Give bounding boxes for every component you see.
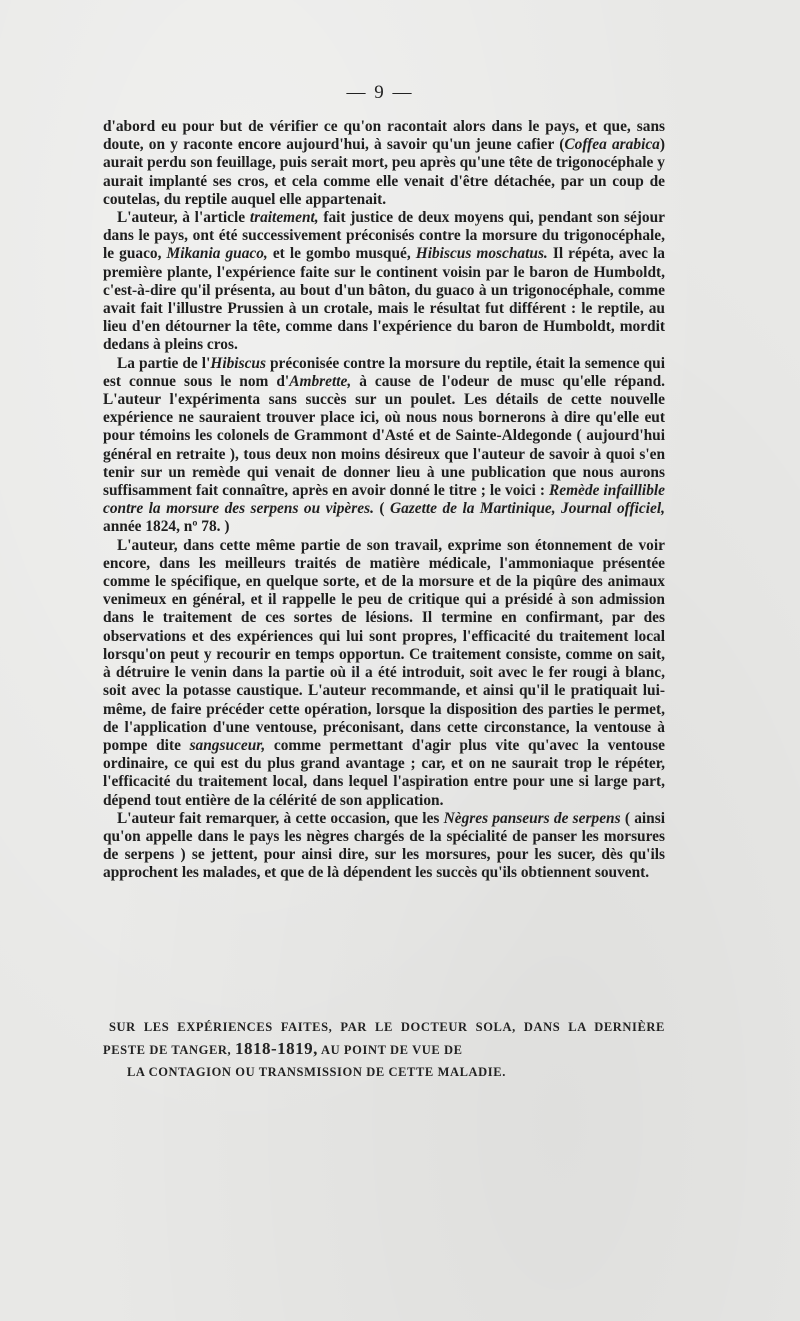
text-run: à cause de l'odeur de musc qu'elle répand. L'auteur l'expérimenta sans succès sur un poulet. Les détails de cette nouvelle expérience ne sauraient trouver place ici, où nous nous bornerons à dire qu'elle eut pour témoins les colonels de Grammont d'Asté et de Sainte-Aldegonde ( aujourd'hui général en retraite ), tous deux non moins désireux que l'auteur de savoir à quoi s'en tenir sur un remède qui venait de donner lieu à une publication que nous aurons suffisamment fait connaître, après en avoir donné le titre ; le voici :: [103, 372, 665, 500]
text-run: année 1824, nº 78. ): [103, 518, 230, 536]
text-run: (: [373, 500, 390, 518]
italic-run: Hibiscus: [210, 354, 266, 372]
italic-run: traitement,: [249, 209, 319, 227]
italic-run: Hibiscus moschatus.: [415, 245, 548, 263]
heading-year: 1818-1819,: [235, 1039, 318, 1058]
italic-run: sangsuceur,: [189, 736, 266, 754]
text-run: L'auteur fait remarquer, à cette occasion, que les: [117, 809, 444, 827]
italic-run: Coffea arabica: [564, 136, 660, 154]
text-run: préconisée contre la morsure du reptile, était la semence qui est connue sous le nom d': [103, 354, 666, 390]
paragraph-2: [103, 209, 665, 355]
heading-last-line: LA CONTAGION OU TRANSMISSION DE CETTE MALADIE.: [127, 1065, 506, 1079]
text-run: Il répéta, avec la première plante, l'expérience faite sur le continent voisin par le baron de Humboldt, c'est-à-dire qu'il présenta, au bout d'un bâton, du guaco à un trigonocéphale, comme avait fait l'illustre Prussien à un crotale, mais le résultat fut différent : le reptile, au lieu d'en détourner la tête, comme dans l'expérience du baron de Humboldt, mordit dedans à pleins cros.: [103, 245, 665, 354]
italic-run: Remède infaillible contre la morsure des serpens ou vipères.: [103, 482, 665, 518]
italic-run: Gazette de la Martinique, Journal officiel,: [389, 500, 665, 518]
heading-text: SUR LES EXPÉRIENCES FAITES, PAR LE DOCTEUR SOLA, DANS LA DERNIÈRE PESTE DE TANGER,: [103, 1020, 665, 1057]
paragraph-5: [103, 810, 665, 883]
body-text: [103, 118, 665, 883]
text-run: L'auteur, à l'article: [117, 209, 250, 227]
text-run: L'auteur, dans cette même partie de son travail, exprime son étonnement de voir encore, dans les meilleurs traités de matière médicale, l'ammoniaque présentée comme le spécifique, en quelque sorte, et de la morsure et de la piqûre des animaux venimeux en général, et il rappelle le peu de critique qui a présidé à son admission dans le traitement de ces sortes de lésions. Il termine en confirmant, par des observations et des expériences qui lui sont propres, l'efficacité du traitement local lorsqu'on peut y recourir en temps opportun. Ce traitement consiste, comme on sait, à détruire le venin dans la partie où il a été introduit, soit avec le fer rougi à blanc, soit avec la potasse caustique. L'auteur recommande, et ainsi qu'il le pratiquait lui-même, de faire précéder cette opération, lorsque la disposition des parties le permet, de l'application d'une ventouse, préconisant, dans cette circonstance, la ventouse à pompe dite: [103, 536, 665, 754]
paragraph-4: [103, 537, 665, 810]
italic-run: Mikania guaco,: [166, 245, 268, 263]
page-number: — 9 —: [346, 82, 414, 103]
paragraph-3: [103, 355, 665, 537]
section-heading: [103, 1016, 665, 1083]
italic-run: Ambrette,: [289, 372, 352, 390]
italic-run: Nègres panseurs de serpens: [443, 809, 621, 827]
text-run: comme permettant d'agir plus vite qu'avec la ventouse ordinaire, ce qui est du plus grand avantage ; car, et on ne saurait trop le répéter, l'efficacité du traitement local, dans lequel l'aspiration entre pour une si large part, dépend tout entière de la célérité de son application.: [103, 736, 665, 809]
text-run: ( ainsi qu'on appelle dans le pays les nègres chargés de la spécialité de panser les morsures de serpens ) se jettent, pour ainsi dire, sur les morsures, pour les sucer, dès qu'ils approchent les malades, et que de là dépendent les succès qu'ils obtiennent souvent.: [103, 809, 665, 882]
text-run: La partie de l': [117, 354, 211, 372]
text-run: fait justice de deux moyens qui, pendant son séjour dans le pays, ont été successivement préconisés contre la morsure du trigonocéphale, le guaco,: [103, 209, 666, 263]
paragraph-1: [103, 118, 665, 209]
text-run: ) aurait perdu son feuillage, puis serait mort, peu après qu'une tête de trigonocéphale y aurait implanté ses cros, et cela comme elle venait d'être détachée, par un coup de coutelas, du reptile auquel elle appartenait.: [103, 136, 666, 208]
text-run: et le gombo musqué,: [267, 245, 416, 263]
heading-text: AU POINT DE VUE DE: [317, 1043, 463, 1057]
text-run: d'abord eu pour but de vérifier ce qu'on racontait alors dans le pays, et que, sans doute, on y raconte encore aujourd'hui, à savoir qu'un jeune cafier (: [103, 118, 665, 154]
